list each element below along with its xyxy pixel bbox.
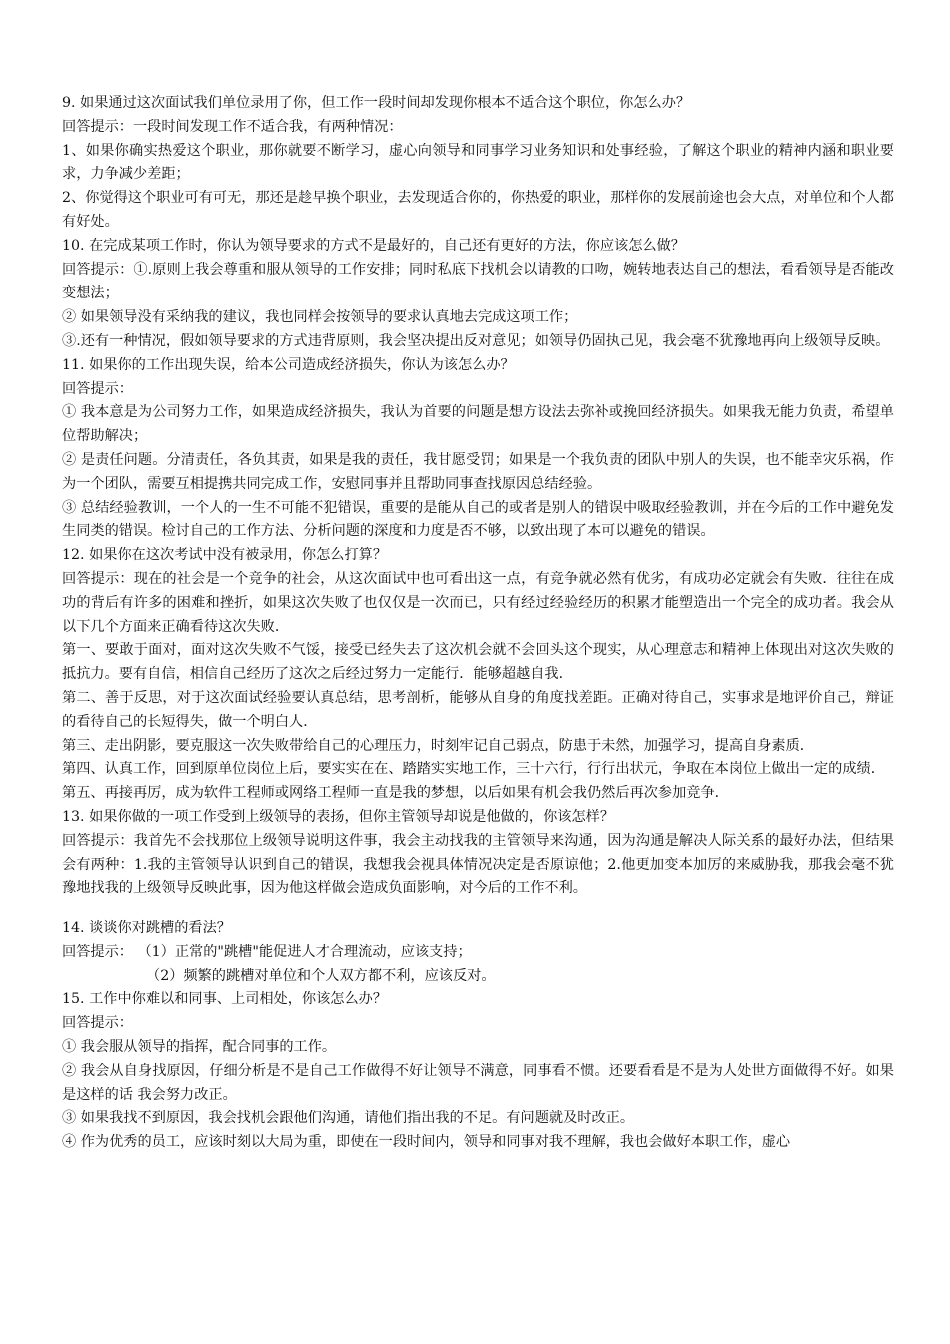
answer-point: 第一、要敢于面对，面对这次失败不气馁，接受已经失去了这次机会就不会回头这个现实，从心理意志和精神上体现出对这次失败的抵抗力。要有自信，相信自己经历了这次之后经过努力一定能行．能够超越自我． bbox=[62, 642, 894, 683]
answer-point: ② 是责任问题。分清责任，各负其责，如果是我的责任，我甘愿受罚；如果是一个我负责的团队中别人的失误，也不能幸灾乐祸，作为一个团队，需要互相提携共同完成工作，安慰同事并且帮助同事查找原因总结经验。 bbox=[62, 451, 894, 492]
answer-point: 第二、善于反思，对于这次面试经验要认真总结，思考剖析，能够从自身的角度找差距。正确对待自己，实事求是地评价自己，辩证的看待自己的长短得失，做一个明白人． bbox=[62, 689, 894, 730]
question-13: 13. 如果你做的一项工作受到上级领导的表扬，但你主管领导却说是他做的，你该怎样？ bbox=[62, 808, 615, 825]
answer-point: ② 我会从自身找原因，仔细分析是不是自己工作做得不好让领导不满意，同事看不惯。还要看看是不是为人处世方面做得不好。如果是这样的话 我会努力改正。 bbox=[62, 1062, 894, 1103]
answer-point: 1、如果你确实热爱这个职业，那你就要不断学习，虚心向领导和同事学习业务知识和处事经验，了解这个职业的精神内涵和职业要求，力争减少差距； bbox=[62, 142, 894, 183]
answer-point: 第五、再接再厉，成为软件工程师或网络工程师一直是我的梦想，以后如果有机会我仍然后再次参加竞争． bbox=[62, 785, 729, 802]
answer-hint: 回答提示： bbox=[62, 380, 133, 397]
answer-point: ③ 如果我找不到原因，我会找机会跟他们沟通，请他们指出我的不足。有问题就及时改正。 bbox=[62, 1110, 635, 1127]
answer-point: ② 如果领导没有采纳我的建议，我也同样会按领导的要求认真地去完成这项工作； bbox=[62, 309, 578, 326]
question-9: 9. 如果通过这次面试我们单位录用了你，但工作一段时间却发现你根本不适合这个职位，你怎么办？ bbox=[62, 95, 691, 111]
answer-point: ③ 总结经验教训，一个人的一生不可能不犯错误，重要的是能从自己的或者是别人的错误中吸取经验教训，并在今后的工作中避免发生同类的错误。检讨自己的工作方法、分析问题的深度和力度是否不够，以致出现了本可以避免的错误。 bbox=[62, 499, 894, 540]
answer-hint: 回答提示：我首先不会找那位上级领导说明这件事，我会主动找我的主管领导来沟通，因为沟通是解决人际关系的最好办法，但结果会有两种：1.我的主管领导认识到自己的错误，我想我会视具体情况决定是否原谅他；2.他更加变本加厉的来威胁我，那我会毫不犹豫地找我的上级领导反映此事，因为他这样做会造成负面影响，对今后的工作不利。 bbox=[62, 832, 894, 897]
answer-hint: 回答提示：①.原则上我会尊重和服从领导的工作安排；同时私底下找机会以请教的口吻，婉转地表达自己的想法，看看领导是否能改变想法； bbox=[62, 261, 894, 302]
answer-point: ③.还有一种情况，假如领导要求的方式违背原则，我会坚决提出反对意见；如领导仍固执己见，我会毫不犹豫地再向上级领导反映。 bbox=[62, 332, 890, 349]
question-14: 14. 谈谈你对跳槽的看法？ bbox=[62, 920, 231, 937]
answer-point: 第四、认真工作，回到原单位岗位上后，要实实在在、踏踏实实地工作，三十六行，行行出状元，争取在本岗位上做出一定的成绩． bbox=[62, 761, 885, 778]
question-12: 12. 如果你在这次考试中没有被录用，你怎么打算？ bbox=[62, 547, 388, 564]
answer-hint: 回答提示：现在的社会是一个竞争的社会，从这次面试中也可看出这一点，有竞争就必然有优劣，有成功必定就会有失败．往往在成功的背后有许多的困难和挫折，如果这次失败了也仅仅是一次而已，只有经过经验经历的积累才能塑造出一个完全的成功者。我会从以下几个方面来正确看待这次失败． bbox=[62, 570, 894, 635]
answer-point: ① 我会服从领导的指挥，配合同事的工作。 bbox=[62, 1039, 337, 1056]
question-11: 11. 如果你的工作出现失误，给本公司造成经济损失，你认为该怎么办？ bbox=[62, 356, 515, 373]
answer-point: （2）频繁的跳槽对单位和个人双方都不利，应该反对。 bbox=[146, 967, 496, 984]
question-15: 15. 工作中你难以和同事、上司相处，你该怎么办？ bbox=[62, 991, 388, 1008]
answer-point: ① 我本意是为公司努力工作，如果造成经济损失，我认为首要的问题是想方设法去弥补或挽回经济损失。如果我无能力负责，希望单位帮助解决； bbox=[62, 404, 894, 445]
question-10: 10. 在完成某项工作时，你认为领导要求的方式不是最好的，自己还有更好的方法，你应该怎么做？ bbox=[62, 237, 685, 254]
answer-hint: 回答提示： bbox=[62, 1015, 133, 1032]
answer-point: 第三、走出阴影，要克服这一次失败带给自己的心理压力，时刻牢记自己弱点，防患于未然，加强学习，提高自身素质． bbox=[62, 737, 814, 754]
answer-hint: 回答提示： （1）正常的"跳槽"能促进人才合理流动，应该支持； bbox=[62, 943, 472, 960]
document-page bbox=[62, 92, 894, 1155]
answer-point: 2、你觉得这个职业可有可无，那还是趁早换个职业，去发现适合你的，你热爱的职业，那样你的发展前途也会大点，对单位和个人都有好处。 bbox=[62, 190, 894, 230]
answer-hint: 回答提示：一段时间发现工作不适合我，有两种情况： bbox=[62, 118, 403, 135]
answer-point: ④ 作为优秀的员工，应该时刻以大局为重，即使在一段时间内，领导和同事对我不理解，我也会做好本职工作，虚心 bbox=[62, 1134, 791, 1151]
